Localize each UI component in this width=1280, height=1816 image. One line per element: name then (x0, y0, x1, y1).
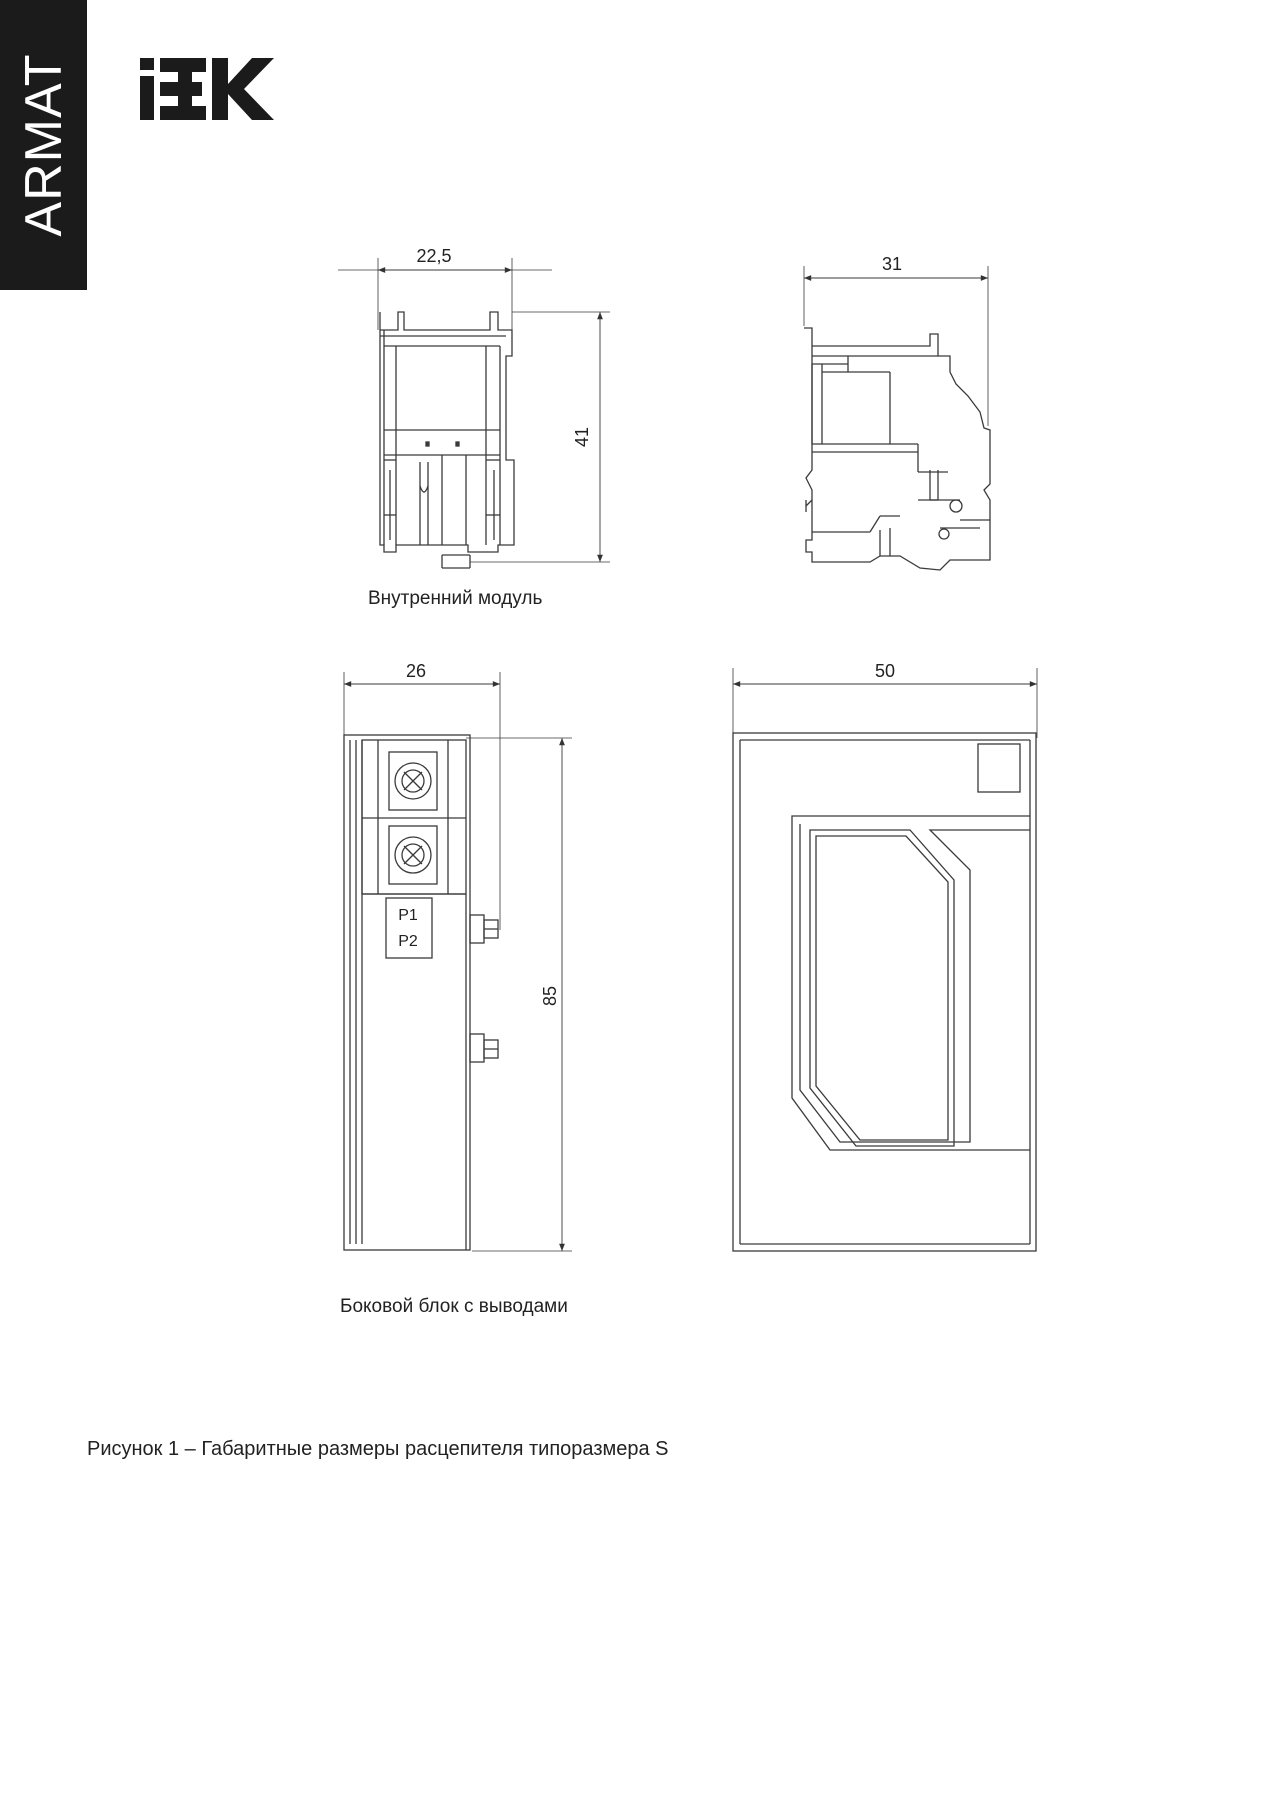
terminal-label-p1: P1 (398, 907, 418, 924)
dim-inner-side-width: 31 (881, 254, 903, 274)
side-block-cover-view (733, 668, 1037, 1251)
terminal-label-p2: P2 (398, 933, 418, 950)
inner-module-front-view (338, 258, 610, 568)
figure-caption: Рисунок 1 – Габаритные размеры расцепителя типоразмера S (87, 1438, 669, 1460)
dim-cover-width: 50 (874, 661, 896, 681)
dim-block-front-width: 26 (405, 661, 427, 681)
inner-module-caption: Внутренний модуль (368, 588, 543, 609)
inner-module-side-view (804, 266, 990, 570)
dim-block-height: 85 (540, 985, 560, 1007)
side-block-caption: Боковой блок с выводами (340, 1296, 568, 1317)
dim-inner-front-width: 22,5 (416, 246, 452, 266)
side-block-front-view (344, 672, 572, 1251)
dim-inner-front-height: 41 (572, 426, 592, 448)
side-tab-label: ARMAT (15, 53, 73, 237)
